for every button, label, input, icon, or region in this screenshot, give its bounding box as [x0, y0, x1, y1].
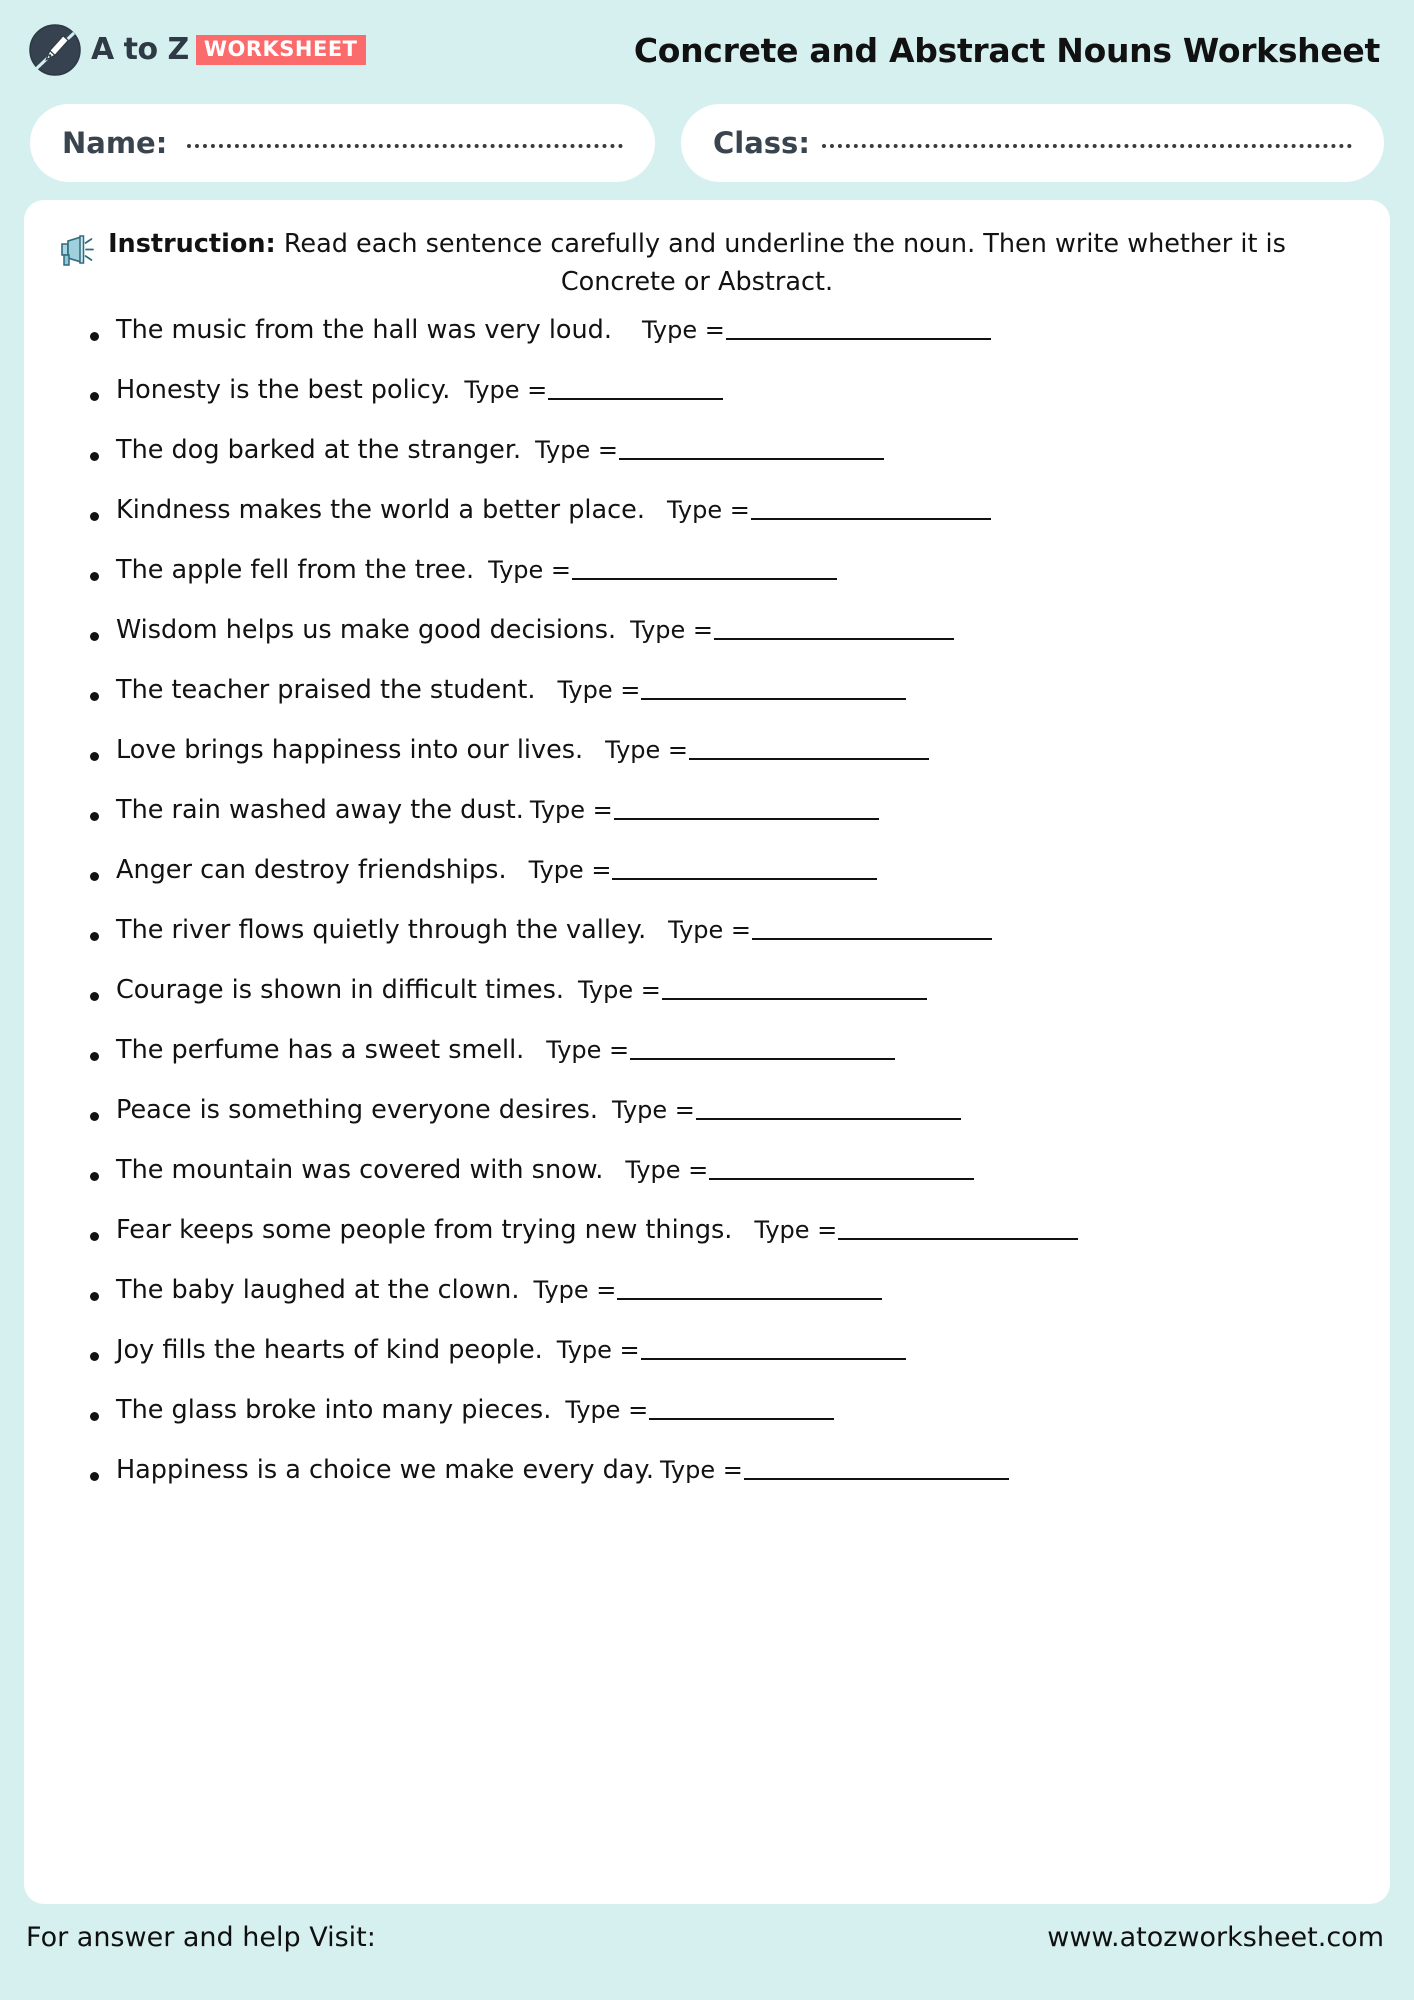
type-label: Type = — [630, 616, 714, 645]
name-label: Name: — [62, 126, 168, 160]
type-label: Type = — [668, 916, 752, 945]
question-sentence: Anger can destroy friendships. — [116, 855, 507, 886]
type-label: Type = — [641, 316, 725, 345]
question-sentence: Happiness is a choice we make every day. — [116, 1455, 654, 1486]
question-sentence: The music from the hall was very loud. — [116, 315, 612, 346]
type-label: Type = — [577, 976, 661, 1005]
type-label: Type = — [557, 676, 641, 705]
instruction-lead: Instruction: — [108, 229, 276, 259]
bullet-icon — [90, 1352, 99, 1361]
megaphone-icon — [58, 233, 98, 267]
question-sentence: Love brings happiness into our lives. — [116, 735, 584, 766]
footer-help-text: For answer and help Visit: — [26, 1922, 376, 1953]
question-sentence: The apple fell from the tree. — [116, 555, 475, 586]
answer-blank[interactable] — [726, 320, 991, 340]
question-row — [58, 495, 1356, 555]
answer-blank[interactable] — [649, 1400, 834, 1420]
answer-blank[interactable] — [617, 1280, 882, 1300]
type-label: Type = — [754, 1216, 838, 1245]
answer-blank[interactable] — [662, 980, 927, 1000]
question-sentence: Kindness makes the world a better place. — [116, 495, 645, 526]
question-row — [58, 915, 1356, 975]
bullet-icon — [90, 1292, 99, 1301]
bullet-icon — [90, 1472, 99, 1481]
answer-blank[interactable] — [752, 920, 992, 940]
instruction-body: Read each sentence carefully and underline the noun. Then write whether it is Concrete or Abstract. — [275, 229, 1286, 297]
type-label: Type = — [464, 376, 548, 405]
type-label: Type = — [605, 736, 689, 765]
question-row — [58, 855, 1356, 915]
question-row — [58, 675, 1356, 735]
question-sentence: The perfume has a sweet smell. — [116, 1035, 525, 1066]
answer-blank[interactable] — [641, 680, 906, 700]
bullet-icon — [90, 692, 99, 701]
bullet-icon — [90, 1412, 99, 1421]
answer-blank[interactable] — [614, 800, 879, 820]
answer-blank[interactable] — [838, 1220, 1078, 1240]
instruction-text — [108, 226, 1356, 301]
question-row — [58, 975, 1356, 1035]
type-label: Type = — [529, 796, 613, 825]
bullet-icon — [90, 812, 99, 821]
bullet-icon — [90, 872, 99, 881]
question-sentence: The rain washed away the dust. — [116, 795, 524, 826]
answer-blank[interactable] — [619, 440, 884, 460]
answer-blank[interactable] — [751, 500, 991, 520]
bullet-icon — [90, 572, 99, 581]
bullet-icon — [90, 452, 99, 461]
answer-blank[interactable] — [548, 380, 723, 400]
answer-blank[interactable] — [714, 620, 954, 640]
bullet-icon — [90, 392, 99, 401]
answer-blank[interactable] — [630, 1040, 895, 1060]
question-row — [58, 435, 1356, 495]
question-row — [58, 1395, 1356, 1455]
question-sentence: The glass broke into many pieces. — [116, 1395, 552, 1426]
type-label: Type = — [535, 436, 618, 465]
bullet-icon — [90, 1112, 99, 1121]
logo-badge: WORKSHEET — [196, 35, 366, 65]
answer-blank[interactable] — [696, 1100, 961, 1120]
name-field-card[interactable] — [30, 104, 655, 182]
type-label: Type = — [565, 1396, 649, 1425]
answer-blank[interactable] — [612, 860, 877, 880]
question-sentence: The baby laughed at the clown. — [116, 1275, 520, 1306]
type-label: Type = — [488, 556, 572, 585]
question-list — [58, 315, 1356, 1515]
bullet-icon — [90, 752, 99, 761]
question-row — [58, 1455, 1356, 1515]
question-sentence: Honesty is the best policy. — [116, 375, 451, 406]
type-label: Type = — [528, 856, 612, 885]
question-sentence: Wisdom helps us make good decisions. — [116, 615, 617, 646]
bullet-icon — [90, 1052, 99, 1061]
answer-blank[interactable] — [641, 1340, 906, 1360]
type-label: Type = — [556, 1336, 640, 1365]
question-sentence: Peace is something everyone desires. — [116, 1095, 599, 1126]
class-field-card[interactable] — [681, 104, 1384, 182]
question-row — [58, 555, 1356, 615]
question-sentence: Courage is shown in difficult times. — [116, 975, 564, 1006]
type-label: Type = — [625, 1156, 709, 1185]
bullet-icon — [90, 1172, 99, 1181]
question-row — [58, 1275, 1356, 1335]
question-sentence: The mountain was covered with snow. — [116, 1155, 604, 1186]
bullet-icon — [90, 512, 99, 521]
answer-blank[interactable] — [744, 1460, 1009, 1480]
question-sentence: Joy fills the hearts of kind people. — [116, 1335, 543, 1366]
footer-website[interactable]: www.atozworksheet.com — [1047, 1922, 1384, 1953]
question-sentence: The dog barked at the stranger. — [116, 435, 522, 466]
question-sentence: Fear keeps some people from trying new things. — [116, 1215, 733, 1246]
bullet-icon — [90, 992, 99, 1001]
type-label: Type = — [533, 1276, 617, 1305]
class-input-line[interactable] — [822, 136, 1352, 148]
answer-blank[interactable] — [709, 1160, 974, 1180]
question-row — [58, 315, 1356, 375]
logo-wordmark: A to Z — [91, 32, 189, 67]
bullet-icon — [90, 932, 99, 941]
question-row — [58, 1155, 1356, 1215]
page-header — [0, 0, 1414, 100]
type-label: Type = — [546, 1036, 630, 1065]
page-title: Concrete and Abstract Nouns Worksheet — [633, 30, 1380, 70]
student-info-row — [0, 104, 1414, 182]
question-row — [58, 795, 1356, 855]
class-label: Class: — [713, 126, 810, 160]
name-input-line[interactable] — [187, 136, 623, 148]
bullet-icon — [90, 632, 99, 641]
question-row — [58, 1335, 1356, 1395]
question-row — [58, 1095, 1356, 1155]
answer-blank[interactable] — [572, 560, 837, 580]
question-row — [58, 615, 1356, 675]
question-row — [58, 375, 1356, 435]
type-label: Type = — [659, 1456, 743, 1485]
instruction-block — [58, 226, 1356, 301]
question-sentence: The river flows quietly through the valley. — [116, 915, 647, 946]
bullet-icon — [90, 332, 99, 341]
answer-blank[interactable] — [689, 740, 929, 760]
bullet-icon — [90, 1232, 99, 1241]
question-row — [58, 735, 1356, 795]
type-label: Type = — [612, 1096, 695, 1125]
type-label: Type = — [666, 496, 750, 525]
worksheet-card — [24, 200, 1390, 1904]
question-row — [58, 1035, 1356, 1095]
question-row — [58, 1215, 1356, 1275]
question-sentence: The teacher praised the student. — [116, 675, 536, 706]
page-footer — [0, 1904, 1414, 1953]
